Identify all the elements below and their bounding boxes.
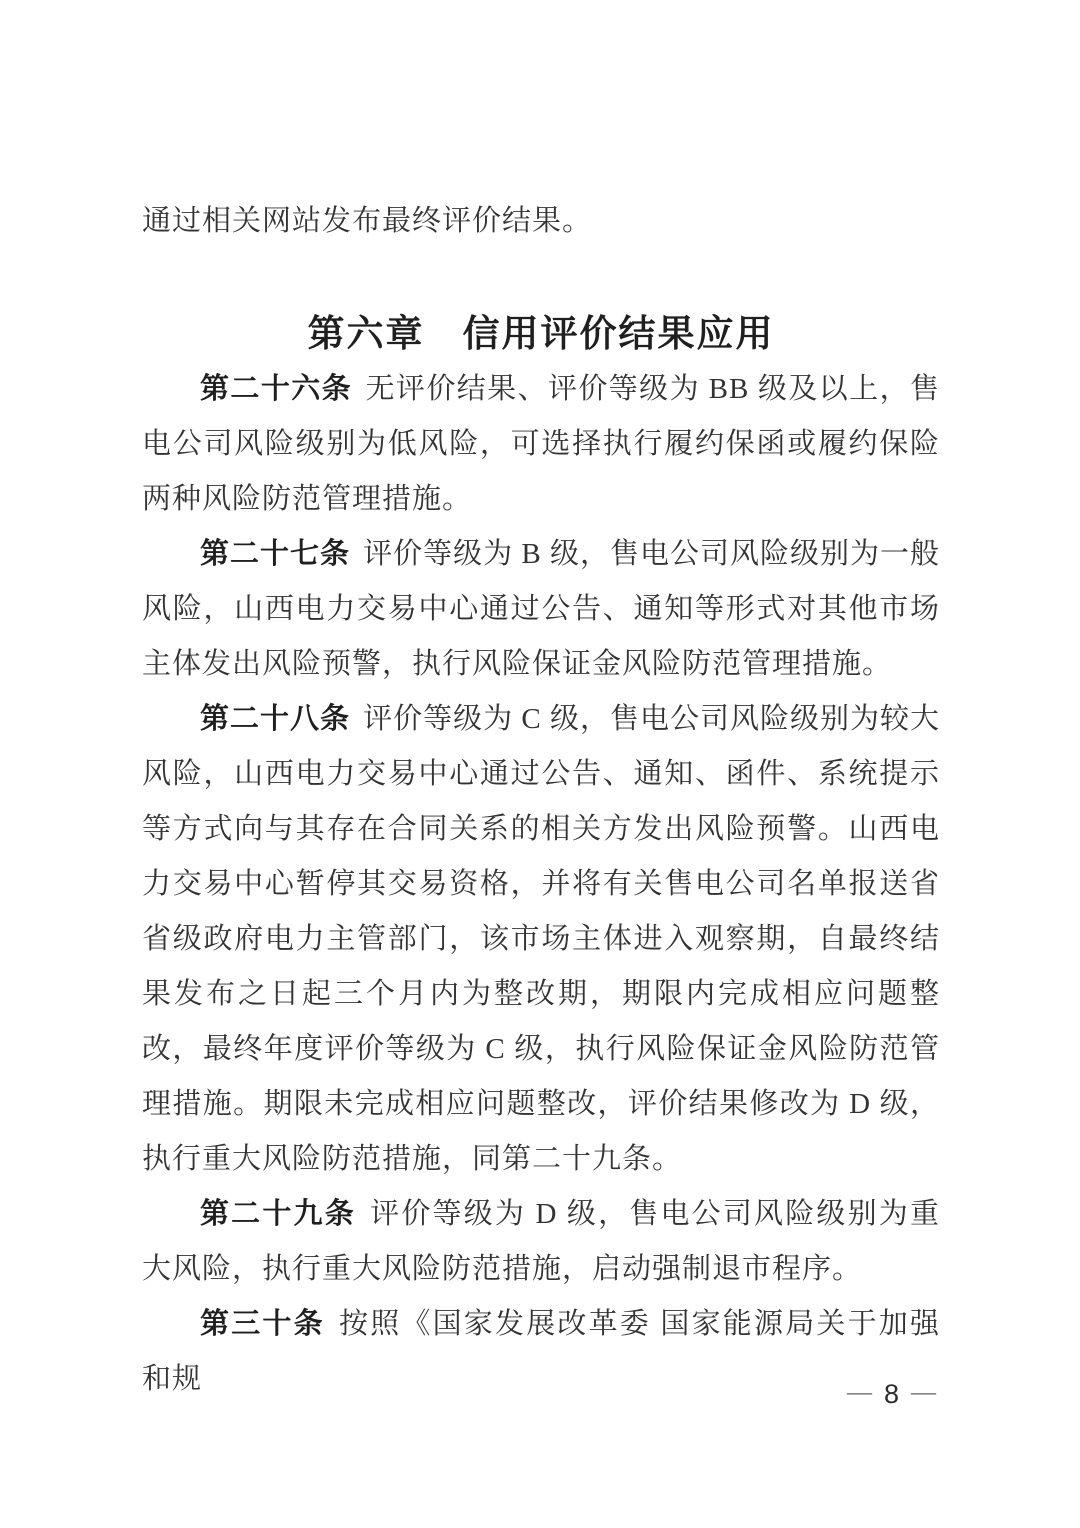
article-text: 无评价结果、评价等级为 BB 级及以上，售电公司风险级别为低风险，可选择执行履约保函或履约保险两种风险防范管理措施。 (142, 373, 940, 515)
article-text: 按照《国家发展改革委 国家能源局关于加强和规 (142, 1308, 940, 1395)
document-content (142, 194, 940, 1407)
article-text: 评价等级为 B 级，售电公司风险级别为一般风险，山西电力交易中心通过公告、通知等形式对其他市场主体发出风险预警，执行风险保证金风险防范管理措施。 (142, 538, 940, 680)
article-paragraph-30 (142, 1297, 940, 1407)
chapter-title: 信用评价结果应用 (462, 313, 775, 354)
article-term: 第二十九条 (200, 1198, 356, 1230)
page-number: 8 (883, 1379, 899, 1409)
article-text: 评价等级为 D 级，售电公司风险级别为重大风险，执行重大风险防范措施，启动强制退市程序。 (142, 1198, 940, 1285)
chapter-number: 第六章 (307, 313, 425, 354)
footer-right-dash: — (911, 1379, 936, 1406)
article-term: 第二十七条 (200, 538, 351, 570)
article-paragraph-29 (142, 1187, 940, 1297)
page-number-footer (843, 1378, 940, 1412)
article-paragraph-26 (142, 362, 940, 527)
article-term: 第二十六条 (200, 373, 353, 405)
footer-left-dash: — (846, 1379, 872, 1406)
chapter-heading (142, 306, 940, 361)
continuation-paragraph: 通过相关网站发布最终评价结果。 (142, 205, 593, 237)
article-text: 评价等级为 C 级，售电公司风险级别为较大风险，山西电力交易中心通过公告、通知、函件、系统提示等方式向与其存在合同关系的相关方发出风险预警。山西电力交易中心暂停其交易资格，并将有关售电公司名单报送省省级政府电力主管部门，该市场主体进入观察期，自最终结果发布之日起三个月内为整改期，期限内完成相应问题整改，最终年度评价等级为 C 级，执行风险保证金风险防范管理措施。期限未完成相应问题整改，评价结果修改为 D 级，执行重大风险防范措施，同第二十九条。 (142, 703, 940, 1175)
article-term: 第二十八条 (200, 703, 351, 735)
article-paragraph-28 (142, 692, 940, 1187)
article-paragraph-27 (142, 527, 940, 692)
article-term: 第三十条 (200, 1308, 325, 1340)
